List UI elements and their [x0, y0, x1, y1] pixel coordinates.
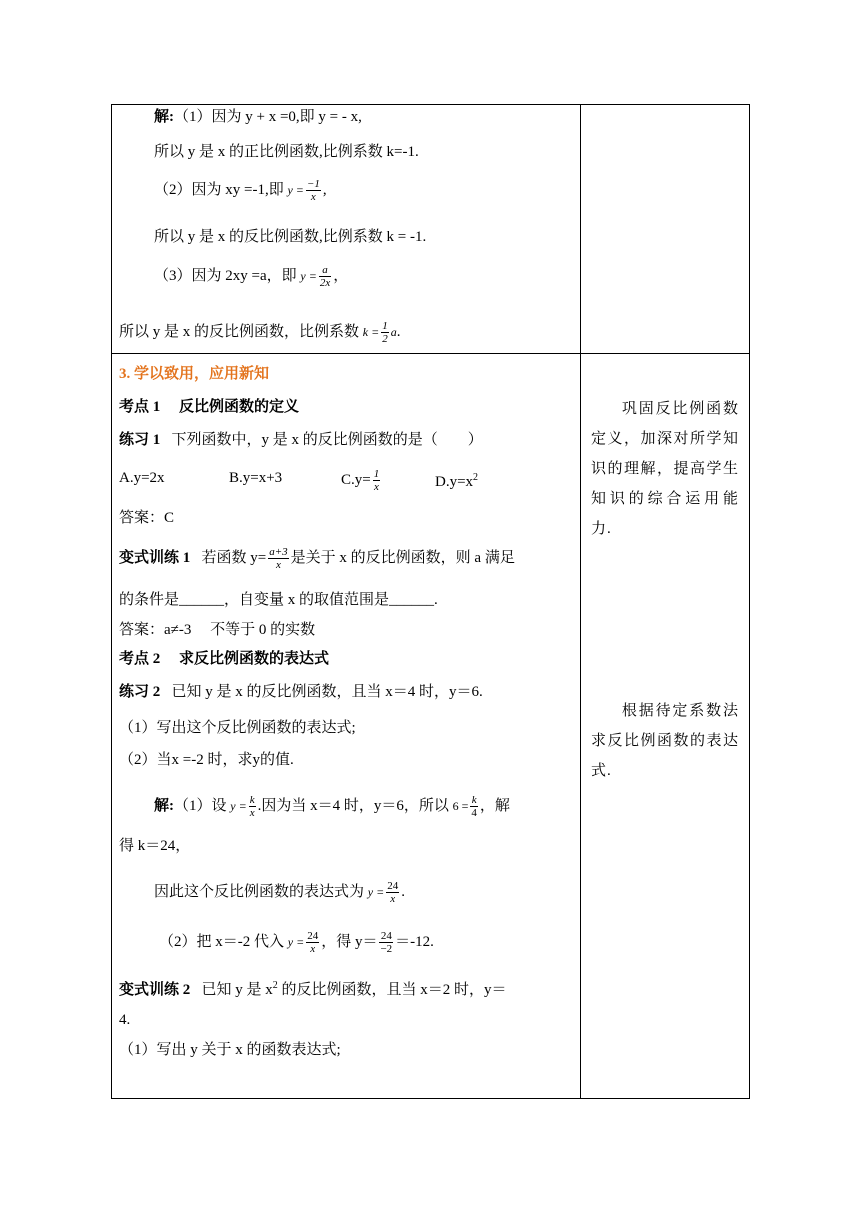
variant-1-text-a: 若函数 y=	[201, 549, 267, 566]
table-border-top	[111, 104, 750, 105]
variant-1-fraction	[268, 546, 288, 571]
exercise-2	[119, 682, 483, 702]
fraction-num: 1	[373, 468, 380, 480]
table-row-divider	[111, 353, 750, 354]
top-text-3b: ,	[322, 181, 327, 198]
fraction-den: 4	[471, 807, 477, 819]
fraction-lhs: y =	[287, 934, 305, 949]
answer-2: 答案：a≠-3 不等于 0 的实数	[119, 622, 316, 638]
side-note-2-text: 根据待定系数法求反比例函数的表达式.	[591, 703, 739, 779]
exercise-2-text: 已知 y 是 x 的反比例函数，且当 x＝4 时，y＝6.	[171, 684, 483, 700]
exercise-2-q1: （1）写出这个反比例函数的表达式;	[119, 720, 356, 736]
variant-1-label: 变式训练 1	[119, 549, 191, 566]
exercise-1-label: 练习 1	[119, 432, 161, 448]
option-d	[435, 468, 478, 492]
option-d-exponent: 2	[473, 472, 479, 483]
section-title: 3. 学以致用，应用新知	[119, 366, 270, 382]
variant-1	[119, 546, 515, 571]
table-border-left	[111, 104, 112, 1099]
solution-text: （2）把 x＝-2 代入	[159, 933, 288, 950]
fraction-num: 24	[380, 930, 392, 942]
answer-1: 答案：C	[119, 510, 175, 526]
table-border-bottom	[111, 1098, 750, 1099]
top-text-3a: （2）因为 xy =-1,即	[154, 181, 288, 198]
top-line-3	[154, 178, 327, 203]
option-c	[341, 468, 382, 493]
side-note-1	[591, 394, 739, 544]
solution-text: ＝-12.	[395, 933, 434, 950]
top-text-6b: .	[396, 323, 401, 340]
fraction-rhs: a	[390, 324, 397, 339]
lesson-table	[111, 104, 750, 1099]
solution-text: 因此这个反比例函数的表达式为	[154, 883, 368, 900]
option-c-fraction	[373, 468, 381, 493]
solution-fraction-4	[306, 930, 319, 955]
table-border-mid	[580, 104, 581, 1099]
table-border-right	[749, 104, 750, 1099]
solution-fraction-2	[470, 794, 478, 819]
top-text-5a: （3）因为 2xy =a，即	[154, 267, 301, 284]
variant-2-exponent: 2	[272, 980, 278, 991]
fraction-den: −2	[380, 943, 393, 955]
variant-2-line-2: 4.	[119, 1012, 131, 1028]
option-b: B.y=x+3	[229, 470, 283, 486]
solution-line-4	[159, 930, 434, 955]
variant-2-q1: （1）写出 y 关于 x 的函数表达式;	[119, 1042, 341, 1058]
fraction-den: 2x	[319, 277, 331, 289]
solution-fraction-5	[379, 930, 393, 955]
solution-line-1	[154, 794, 510, 819]
kp2-heading: 考点 2 求反比例函数的表达式	[119, 651, 330, 667]
top-line-4: 所以 y 是 x 的反比例函数,比例系数 k = -1.	[154, 229, 427, 245]
fraction-den: 2	[382, 333, 388, 345]
solution-text: ，得 y＝	[321, 933, 378, 950]
solution-fraction-1	[249, 794, 256, 819]
variant-1-line-2: 的条件是______，自变量 x 的取值范围是______.	[119, 592, 438, 608]
fraction-den: x	[276, 559, 281, 571]
solution-fraction-3	[386, 880, 399, 905]
side-note-1-text: 巩固反比例函数定义，加深对所学知识的理解，提高学生知识的综合运用能力.	[591, 401, 739, 537]
fraction-den: x	[249, 807, 255, 819]
solution-text: （1）设	[174, 797, 231, 814]
solution-line-3	[154, 880, 405, 905]
variant-2-text-b: 的反比例函数，且当 x＝2 时，y＝	[277, 982, 507, 998]
solution-label: 解:	[154, 109, 174, 125]
exercise-2-q2: （2）当x =-2 时，求y的值.	[119, 752, 294, 768]
top-text-6a: 所以 y 是 x 的反比例函数，比例系数	[119, 323, 363, 340]
fraction-1	[306, 178, 321, 203]
fraction-3	[381, 320, 389, 345]
fraction-lhs: y =	[367, 884, 385, 899]
fraction-den: x	[374, 481, 379, 493]
fraction-num: a	[319, 264, 331, 277]
side-note-2	[591, 696, 739, 786]
fraction-2	[319, 264, 331, 289]
top-line-1	[154, 107, 362, 127]
fraction-num: k	[249, 794, 255, 806]
option-a: A.y=2x	[119, 470, 165, 486]
solution-label: 解:	[154, 797, 174, 814]
top-line-6	[119, 320, 400, 345]
fraction-den: x	[390, 893, 396, 905]
fraction-lhs: k =	[362, 324, 380, 339]
variant-1-text-b: 是关于 x 的反比例函数，则 a 满足	[290, 549, 515, 566]
fraction-den: x	[310, 191, 316, 203]
exercise-2-label: 练习 2	[119, 684, 161, 700]
top-text-1: （1）因为 y + x =0,即 y = - x,	[174, 109, 362, 125]
fraction-num: a+3	[269, 546, 288, 558]
option-d-text: D.y=x	[435, 474, 474, 490]
solution-text: .	[401, 883, 405, 900]
fraction-lhs: y =	[230, 798, 247, 813]
fraction-lhs: y =	[300, 268, 317, 283]
variant-2	[119, 976, 507, 1000]
exercise-1-text: 下列函数中，y 是 x 的反比例函数的是（ ）	[171, 432, 483, 448]
fraction-num: 24	[307, 930, 319, 942]
fraction-num: k	[471, 794, 477, 806]
top-line-2: 所以 y 是 x 的正比例函数,比例系数 k=-1.	[154, 144, 419, 160]
exercise-1	[119, 430, 483, 450]
fraction-lhs: 6 =	[452, 798, 469, 813]
fraction-den: x	[310, 943, 316, 955]
variant-2-label: 变式训练 2	[119, 982, 191, 998]
fraction-num: −1	[306, 178, 320, 190]
solution-text: ，解	[479, 797, 510, 814]
fraction-lhs: y =	[287, 182, 304, 197]
kp1-heading: 考点 1 反比例函数的定义	[119, 399, 300, 415]
top-line-5	[154, 264, 348, 289]
solution-line-2: 得 k＝24，	[119, 838, 191, 854]
fraction-num: 24	[387, 880, 399, 892]
solution-text: .因为当 x＝4 时，y＝6，所以	[257, 797, 453, 814]
fraction-num: 1	[382, 320, 388, 332]
top-text-5b: ，	[333, 267, 349, 284]
option-c-text: C.y=	[341, 471, 371, 488]
variant-2-text: 已知 y 是 x	[201, 982, 273, 998]
